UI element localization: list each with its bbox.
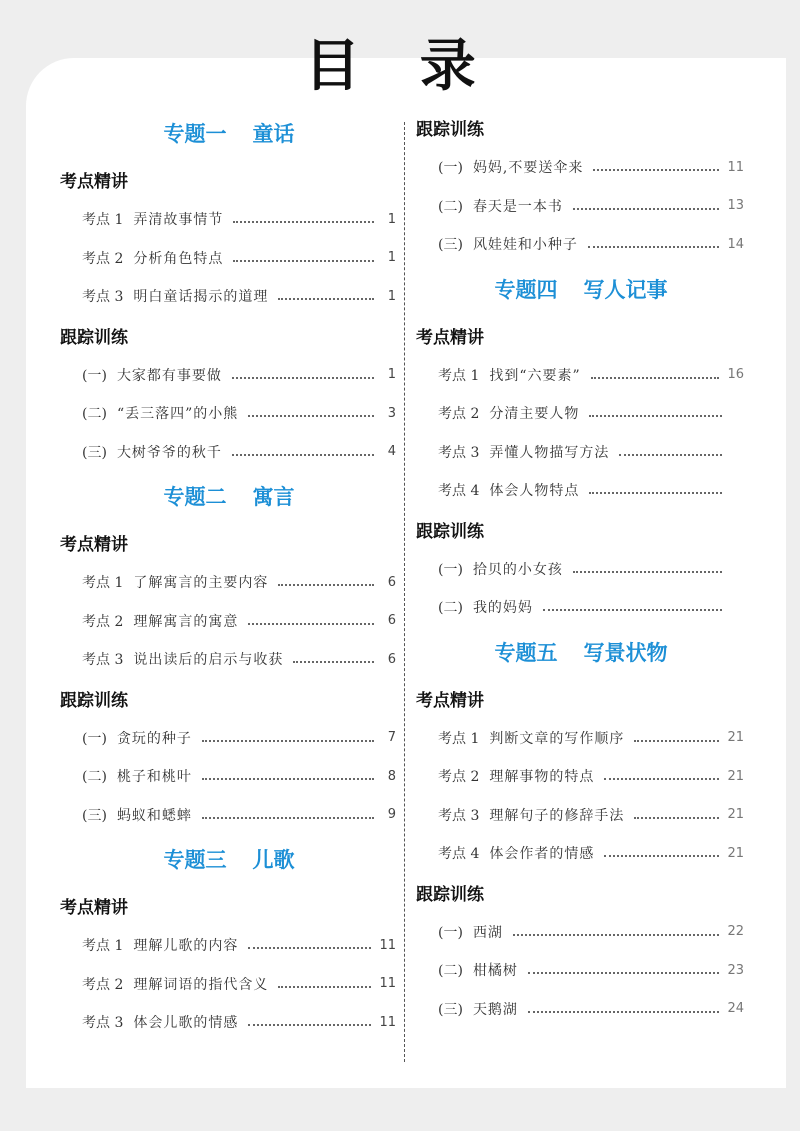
dot-leader: [634, 740, 719, 742]
entry-prefix: 考点 1: [82, 575, 124, 592]
page-number: 7: [387, 730, 396, 746]
topic-heading: [60, 834, 398, 886]
page-number: 11: [727, 159, 744, 175]
page-number: 6: [387, 613, 396, 629]
page-number: 1: [387, 211, 396, 227]
section-heading: 考点精讲: [60, 535, 128, 555]
toc-entry[interactable]: [416, 796, 746, 835]
entry-prefix: (一): [82, 730, 107, 747]
toc-entry[interactable]: [416, 356, 746, 395]
entry-label: 大树爷爷的秋千: [116, 444, 222, 461]
dot-leader: [528, 1011, 720, 1013]
dot-leader: [202, 778, 374, 780]
entry-label: 找到“六要素”: [489, 367, 581, 384]
toc-entry[interactable]: [60, 356, 398, 395]
section-heading: 跟踪训练: [60, 690, 128, 711]
dot-leader: [513, 934, 720, 936]
entry-prefix: (三): [438, 1001, 463, 1018]
entry-label: 桃子和桃叶: [116, 769, 192, 786]
page-number: 6: [387, 574, 396, 590]
entry-prefix: (三): [438, 237, 463, 254]
toc-entry[interactable]: [60, 277, 398, 316]
entry-prefix: 考点 4: [438, 846, 480, 863]
dot-leader: [202, 817, 374, 819]
entry-prefix: 考点 4: [438, 483, 480, 500]
toc-entry[interactable]: [416, 187, 746, 226]
column-divider: [404, 122, 405, 1062]
entry-label: 说出读后的启示与收获: [133, 652, 284, 669]
page-number: 14: [727, 236, 744, 252]
page-number: 16: [727, 367, 744, 383]
topic-heading: [416, 264, 746, 316]
dot-leader: [278, 584, 374, 586]
entry-label: 理解儿歌的内容: [133, 938, 239, 955]
entry-label: 理解寓言的寓意: [133, 613, 239, 630]
toc-entry[interactable]: [416, 757, 746, 796]
page-number: 24: [727, 1001, 744, 1017]
section-heading: 跟踪训练: [416, 521, 484, 542]
entry-label: 妈妈,不要送伞来: [472, 160, 584, 177]
entry-label: 理解句子的修辞手法: [489, 807, 625, 824]
dot-leader: [588, 246, 720, 248]
toc-entry[interactable]: [416, 719, 746, 758]
page-number: 21: [727, 730, 744, 746]
page-number: 21: [727, 845, 744, 861]
entry-prefix: 考点 3: [82, 652, 124, 669]
toc-entry[interactable]: [60, 757, 398, 796]
entry-label: 分析角色特点: [133, 250, 224, 267]
toc-entry[interactable]: [60, 640, 398, 679]
entry-label: “丢三落四”的小熊: [116, 406, 239, 423]
dot-leader: [591, 377, 720, 379]
entry-prefix: 考点 3: [438, 807, 480, 824]
topic-number: 专题四: [494, 277, 558, 302]
entry-label: 体会儿歌的情感: [133, 1015, 239, 1032]
dot-leader: [278, 298, 374, 300]
dot-leader: [573, 571, 722, 573]
topic-number: 专题一: [163, 122, 227, 146]
entry-label: 贪玩的种子: [116, 730, 192, 747]
toc-entry[interactable]: [416, 951, 746, 990]
dot-leader: [248, 947, 371, 949]
entry-label: 我的妈妈: [472, 600, 533, 617]
entry-prefix: (三): [82, 807, 107, 824]
entry-prefix: 考点 2: [438, 769, 480, 786]
entry-label: 天鹅湖: [472, 1001, 518, 1018]
entry-prefix: (一): [438, 924, 463, 941]
entry-label: 判断文章的写作顺序: [489, 730, 625, 747]
topic-name: 童话: [252, 122, 295, 146]
entry-label: 弄懂人物描写方法: [489, 444, 610, 461]
page-title: 目 录: [304, 34, 496, 99]
toc-entry[interactable]: [60, 200, 398, 239]
page-number: 1: [387, 288, 396, 304]
topic-number: 专题三: [163, 848, 227, 872]
toc-entry[interactable]: [416, 990, 746, 1029]
dot-leader: [528, 972, 720, 974]
toc-entry[interactable]: [416, 394, 746, 433]
toc-entry[interactable]: [416, 588, 746, 627]
section-heading: 跟踪训练: [60, 327, 128, 348]
dot-leader: [543, 609, 722, 611]
page-number: 1: [387, 367, 396, 383]
topic-heading: [60, 471, 398, 523]
entry-prefix: (二): [438, 963, 463, 980]
entry-label: 理解词语的指代含义: [133, 976, 269, 993]
entry-label: 西湖: [472, 924, 503, 941]
dot-leader: [202, 740, 374, 742]
topic-number: 专题五: [494, 640, 558, 665]
toc-entry[interactable]: [416, 148, 746, 187]
page-number: 21: [727, 768, 744, 784]
toc-entry[interactable]: [416, 550, 746, 589]
page-number: 3: [387, 405, 396, 421]
entry-prefix: (一): [82, 367, 107, 384]
entry-prefix: (一): [438, 160, 463, 177]
entry-label: 了解寓言的主要内容: [133, 575, 269, 592]
entry-prefix: (二): [438, 600, 463, 617]
dot-leader: [589, 415, 722, 417]
dot-leader: [233, 260, 374, 262]
entry-prefix: (二): [438, 198, 463, 215]
toc-entry[interactable]: [60, 563, 398, 602]
toc-entry[interactable]: [60, 719, 398, 758]
page-number: 11: [379, 1014, 396, 1030]
topic-name: 写景状物: [583, 640, 668, 665]
entry-label: 分清主要人物: [489, 406, 580, 423]
section-heading: 跟踪训练: [416, 884, 484, 905]
entry-label: 柑橘树: [472, 963, 518, 980]
page-number: 4: [387, 444, 396, 460]
section-heading: 考点精讲: [416, 690, 484, 711]
entry-prefix: 考点 2: [82, 613, 124, 630]
entry-prefix: (三): [82, 444, 107, 461]
topic-name: 儿歌: [252, 848, 295, 872]
toc-entry[interactable]: [416, 834, 746, 873]
dot-leader: [248, 1024, 371, 1026]
entry-label: 蚂蚁和蟋蟀: [116, 807, 192, 824]
section-heading: 考点精讲: [416, 327, 484, 348]
page-number: 1: [387, 250, 396, 266]
entry-prefix: (二): [82, 406, 107, 423]
entry-label: 明白童话揭示的道理: [133, 289, 269, 306]
entry-prefix: 考点 3: [82, 289, 124, 306]
toc-entry[interactable]: [60, 1003, 398, 1042]
topic-heading: [416, 627, 746, 679]
dot-leader: [589, 492, 722, 494]
entry-label: 春天是一本书: [472, 198, 563, 215]
page-number: 11: [379, 937, 396, 953]
entry-label: 体会作者的情感: [489, 846, 595, 863]
toc-entry[interactable]: [416, 433, 746, 472]
page-number: 9: [387, 807, 396, 823]
entry-prefix: 考点 1: [82, 938, 124, 955]
dot-leader: [619, 454, 722, 456]
section-heading: 跟踪训练: [416, 120, 484, 140]
topic-number: 专题二: [163, 485, 227, 509]
dot-leader: [248, 623, 374, 625]
toc-left-column: [60, 108, 398, 1042]
section-heading: 考点精讲: [60, 172, 128, 192]
section-heading: 考点精讲: [60, 898, 128, 918]
dot-leader: [232, 377, 374, 379]
page-number: 13: [727, 198, 744, 214]
dot-leader: [248, 415, 374, 417]
dot-leader: [593, 169, 719, 171]
page-number: 22: [727, 924, 744, 940]
entry-prefix: 考点 1: [438, 367, 480, 384]
entry-label: 理解事物的特点: [489, 769, 595, 786]
toc-entry[interactable]: [416, 913, 746, 952]
topic-name: 写人记事: [583, 277, 668, 302]
page-number: 23: [727, 962, 744, 978]
entry-prefix: 考点 3: [82, 1015, 124, 1032]
toc-entry[interactable]: [60, 394, 398, 433]
dot-leader: [233, 221, 374, 223]
topic-heading: [60, 108, 398, 160]
toc-entry[interactable]: [60, 239, 398, 278]
dot-leader: [232, 454, 374, 456]
page-number: 21: [727, 807, 744, 823]
entry-label: 风娃娃和小种子: [472, 237, 578, 254]
dot-leader: [604, 778, 719, 780]
entry-label: 体会人物特点: [489, 483, 580, 500]
dot-leader: [278, 986, 371, 988]
entry-prefix: 考点 2: [82, 250, 124, 267]
page-number: 6: [387, 651, 396, 667]
toc-entry[interactable]: [416, 225, 746, 264]
dot-leader: [604, 855, 719, 857]
entry-label: 大家都有事要做: [116, 367, 222, 384]
toc-entry[interactable]: [60, 796, 398, 835]
toc-entry[interactable]: [60, 602, 398, 641]
entry-prefix: 考点 1: [438, 730, 480, 747]
entry-label: 弄清故事情节: [133, 212, 224, 229]
toc-entry[interactable]: [60, 965, 398, 1004]
entry-prefix: 考点 2: [82, 976, 124, 993]
page-number: 11: [379, 976, 396, 992]
page-number: 8: [387, 768, 396, 784]
entry-prefix: 考点 1: [82, 212, 124, 229]
entry-label: 拾贝的小女孩: [472, 561, 563, 578]
toc-entry[interactable]: [60, 926, 398, 965]
dot-leader: [293, 661, 374, 663]
dot-leader: [634, 817, 719, 819]
entry-prefix: 考点 3: [438, 444, 480, 461]
topic-name: 寓言: [252, 485, 295, 509]
toc-right-column: [416, 108, 746, 1028]
entry-prefix: (一): [438, 561, 463, 578]
toc-entry[interactable]: [416, 471, 746, 510]
entry-prefix: 考点 2: [438, 406, 480, 423]
entry-prefix: (二): [82, 769, 107, 786]
dot-leader: [573, 208, 720, 210]
toc-entry[interactable]: [60, 433, 398, 472]
